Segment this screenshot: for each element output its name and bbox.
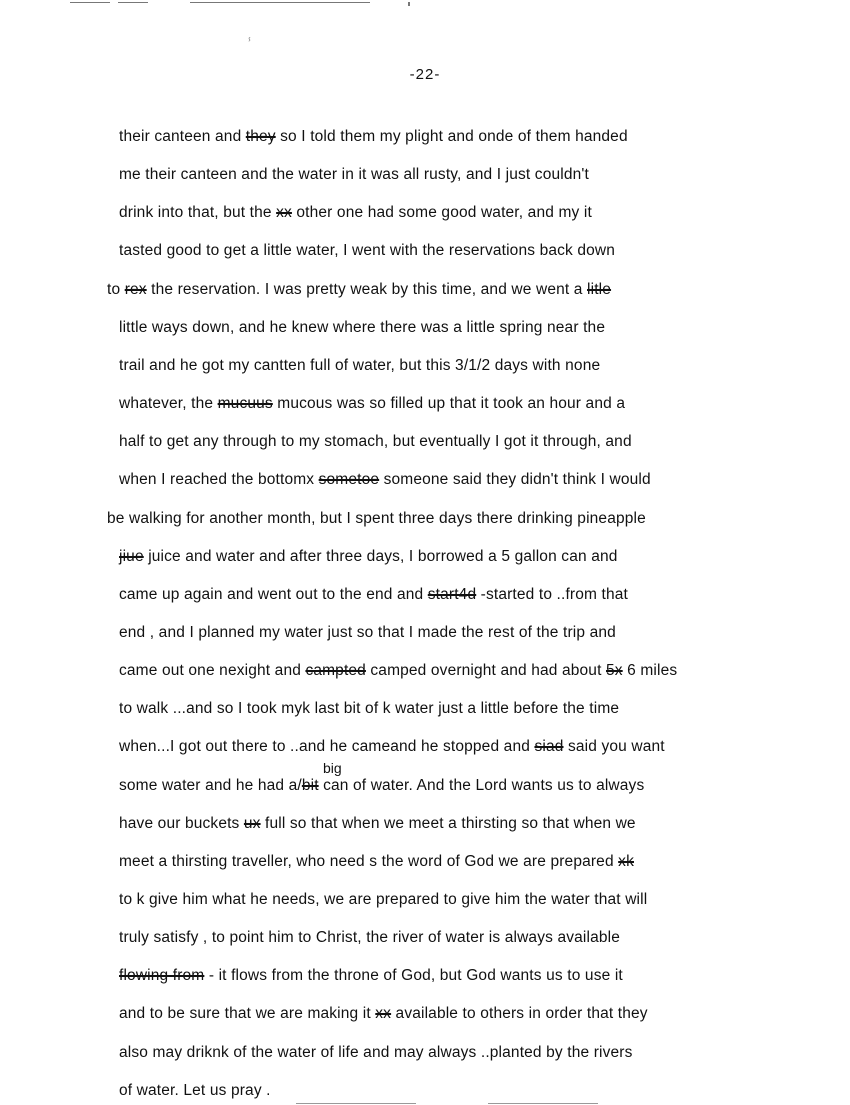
text-segment: end , and I planned my water just so that I made the rest of the trip and xyxy=(119,624,616,641)
struck-text: ux xyxy=(243,815,261,832)
text-segment: drink into that, but the xyxy=(119,204,277,221)
text-segment: and to be sure that we are making it xyxy=(119,1005,376,1022)
text-line xyxy=(107,281,611,299)
scan-edge-marks xyxy=(0,0,850,8)
text-segment: - it flows from the throne of God, but God wants us to use it xyxy=(204,967,623,984)
scan-speck: ⸯ xyxy=(246,38,253,52)
text-segment: so I told them my plight and onde of them handed xyxy=(275,128,628,145)
struck-text: sometoe xyxy=(318,471,380,488)
text-segment: someone said they didn't think I would xyxy=(379,471,651,488)
text-line xyxy=(119,586,628,604)
struck-text: rex xyxy=(124,281,147,298)
text-line xyxy=(119,738,665,756)
text-line xyxy=(119,1005,648,1023)
text-line xyxy=(119,166,589,184)
struck-text: 5x xyxy=(606,662,623,679)
text-line xyxy=(119,319,605,337)
text-line xyxy=(119,700,619,718)
text-line xyxy=(119,1044,633,1062)
text-line xyxy=(119,815,636,833)
struck-text: campted xyxy=(305,662,366,679)
text-segment: tasted good to get a little water, I went with the reservations back down xyxy=(119,242,616,259)
text-segment: also may driknk of the water of life and may always ..planted by the rivers xyxy=(119,1044,633,1061)
text-line xyxy=(119,242,615,260)
text-segment: when I reached the bottomx xyxy=(119,471,319,488)
text-line xyxy=(119,548,618,566)
text-segment: little ways down, and he knew where there was a little spring near the xyxy=(119,319,606,336)
struck-text: start4d xyxy=(427,586,477,603)
struck-text: flowing from xyxy=(119,967,205,984)
text-segment: when...I got out there to ..and he cameand he stopped and xyxy=(119,738,535,755)
text-segment: available to others in order that they xyxy=(391,1005,648,1022)
struck-text: xx xyxy=(375,1005,392,1022)
text-line xyxy=(119,662,677,680)
text-line xyxy=(119,929,620,947)
text-segment: me their canteen and the water in it was all rusty, and I just couldn't xyxy=(119,166,589,183)
text-line xyxy=(107,510,646,528)
text-line xyxy=(119,853,634,871)
text-line xyxy=(119,891,647,909)
text-segment: truly satisfy , to point him to Christ, the river of water is always available xyxy=(119,929,620,946)
text-segment: mucous was so filled up that it took an hour and a xyxy=(272,395,626,412)
struck-text: mucuus xyxy=(217,395,273,412)
text-segment: have our buckets xyxy=(119,815,244,832)
struck-text: bit xyxy=(301,777,319,794)
struck-text: siad xyxy=(534,738,564,755)
text-line xyxy=(119,204,592,222)
text-segment: 6 miles xyxy=(622,662,678,679)
text-segment: to k give him what he needs, we are prepared to give him the water that will xyxy=(119,891,648,908)
text-line xyxy=(119,128,628,146)
text-segment: their canteen and xyxy=(119,128,246,145)
text-line xyxy=(119,471,651,489)
text-segment: -started to ..from that xyxy=(476,586,628,603)
text-segment: can of water. And the Lord wants us to always xyxy=(318,777,645,794)
text-segment: said you want xyxy=(563,738,665,755)
text-segment: came up again and went out to the end and xyxy=(119,586,428,603)
struck-text: they xyxy=(245,128,276,145)
text-segment: be walking for another month, but I spent three days there drinking pineapple xyxy=(107,510,646,527)
text-segment: some water and he had a/ xyxy=(119,777,302,794)
struck-text: jiue xyxy=(119,548,144,565)
inserted-word: big xyxy=(323,760,342,776)
text-segment: full so that when we meet a thirsting so that when we xyxy=(260,815,636,832)
text-line xyxy=(119,357,600,375)
struck-text: xk xyxy=(618,853,634,870)
page-number: -22- xyxy=(409,66,441,83)
text-line xyxy=(119,433,632,451)
struck-text: litle xyxy=(587,281,612,298)
text-line xyxy=(119,967,623,985)
text-segment: juice and water and after three days, I borrowed a 5 gallon can and xyxy=(143,548,618,565)
text-line xyxy=(119,777,644,795)
text-line xyxy=(119,624,616,642)
text-segment: to walk ...and so I took myk last bit of k water just a little before the time xyxy=(119,700,620,717)
text-segment: to xyxy=(107,281,125,298)
text-segment: other one had some good water, and my it xyxy=(291,204,592,221)
text-line xyxy=(119,1082,271,1100)
text-segment: trail and he got my cantten full of water, but this 3/1/2 days with none xyxy=(119,357,601,374)
text-segment: of water. Let us pray . xyxy=(119,1082,271,1099)
text-line xyxy=(119,395,625,413)
text-segment: came out one nexight and xyxy=(119,662,306,679)
text-segment: the reservation. I was pretty weak by this time, and we went a xyxy=(146,281,588,298)
text-segment: half to get any through to my stomach, but eventually I got it through, and xyxy=(119,433,632,450)
text-segment: meet a thirsting traveller, who need s the word of God we are prepared xyxy=(119,853,619,870)
text-segment: whatever, the xyxy=(119,395,218,412)
text-segment: camped overnight and had about xyxy=(365,662,606,679)
struck-text: xx xyxy=(276,204,292,221)
